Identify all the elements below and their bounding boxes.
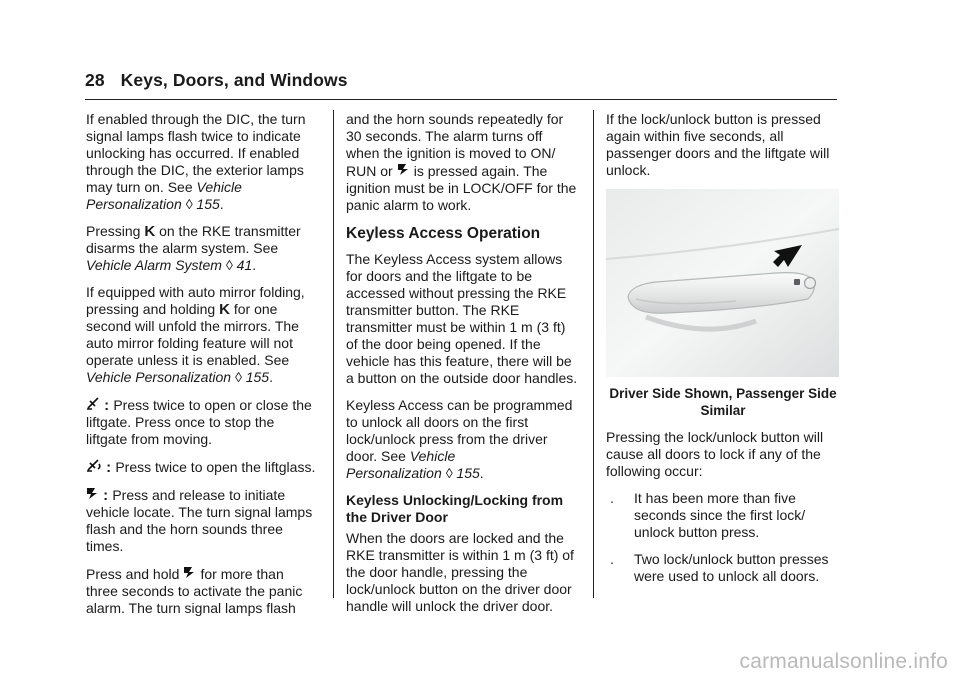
list-item: [606, 490, 840, 541]
page-number: 28: [85, 70, 105, 90]
bullet-mark: .: [610, 490, 614, 506]
paragraph-disarm: Pressing K on the RKE transmitter disarms the alarm system. See Vehicle Alarm System ◊ 41.: [86, 223, 301, 273]
column-3: [606, 111, 840, 595]
door-handle-photo: [606, 189, 839, 377]
page-ref: ◊ 155: [181, 196, 220, 212]
watermark: carmanualsonline.info: [739, 650, 948, 673]
list-item-text: It has been more than five seconds since the first lock/ unlock button press.: [634, 490, 806, 540]
link-vehicle-personalization[interactable]: Vehicle Personalization: [346, 448, 456, 481]
liftgate-icon: [86, 396, 100, 410]
page-ref: ◊ 155: [441, 465, 480, 481]
column-divider: [593, 110, 594, 598]
vehicle-locate-icon: [86, 486, 99, 500]
paragraph-dic-unlock: If enabled through the DIC, the turn signal lamps flash twice to indicate unlocking has occurred. If enabled through the DIC, the exterior lamps may turn on. See Vehicle Personalization ◊ 155.: [86, 111, 306, 212]
paragraph-liftgate: : Press twice to open or close the liftgate. Press once to stop the liftgate from moving.: [86, 397, 312, 447]
liftgate-icon: [86, 397, 104, 414]
paragraph-liftglass: : Press twice to open the liftglass.: [86, 458, 318, 476]
paragraph-driver-door-unlock: When the doors are locked and the RKE transmitter is within 1 m (3 ft) of the door handle, pressing the lock/unlock button on the driver door handle will unlock the driver door.: [346, 530, 574, 614]
paragraph-passenger-unlock: If the lock/unlock button is pressed again within five seconds, all passenger doors and the liftgate will unlock.: [606, 111, 830, 178]
paragraph-panic-alarm: Press and hold for more than three seconds to activate the panic alarm. The turn signal lamps flash: [86, 566, 303, 616]
column-1: [86, 111, 318, 627]
paragraph-vehicle-locate: : Press and release to initiate vehicle locate. The turn signal lamps flash and the horn sounds three times.: [86, 487, 313, 554]
liftglass-icon: [86, 459, 106, 476]
subsection-heading: Keyless Unlocking/Locking from the Driver Door: [346, 492, 564, 525]
column-divider: [333, 110, 334, 598]
vehicle-locate-icon: [397, 163, 414, 180]
paragraph-mirror-folding: If equipped with auto mirror folding, pressing and holding K for one second will unfold the mirrors. The auto mirror folding feature will not operate unless it is enabled. See Vehicle Personalization ◊ 155.: [86, 284, 305, 385]
figure-caption: Driver Side Shown, Passenger Side Similar: [609, 386, 837, 418]
vehicle-locate-icon: [183, 566, 200, 583]
column-2: [346, 111, 578, 625]
link-vehicle-personalization[interactable]: Vehicle Personalization: [86, 179, 242, 212]
link-vehicle-alarm-system[interactable]: Vehicle Alarm System: [86, 257, 222, 273]
page-header: [85, 70, 348, 91]
paragraph-lock-conditions: Pressing the lock/unlock button will cause all doors to lock if any of the following occur:: [606, 429, 824, 479]
list-item: [606, 551, 840, 585]
section-heading: Keyless Access Operation: [346, 225, 541, 242]
page-ref: ◊ 155: [231, 369, 270, 385]
vehicle-locate-icon: [86, 487, 103, 504]
page-title: Keys, Doors, and Windows: [120, 70, 348, 90]
link-vehicle-personalization[interactable]: Vehicle Personalization: [86, 369, 232, 385]
paragraph-keyless-programming: Keyless Access can be programmed to unlock all doors on the first lock/unlock press from the driver door. See Vehicle Personalization ◊ 155.: [346, 397, 573, 481]
header-rule: [85, 99, 837, 100]
paragraph-keyless-access: The Keyless Access system allows for doors and the liftgate to be accessed without pressing the RKE transmitter button. The RKE transmitter must be within 1 m (3 ft) of the door being opened. If the vehicle has this feature, there will be a button on the outside door handles.: [346, 251, 578, 386]
unlock-key-icon: K: [144, 223, 156, 240]
bullet-mark: .: [610, 551, 614, 567]
vehicle-locate-icon: [183, 565, 196, 579]
paragraph-alarm-continued: and the horn sounds repeatedly for 30 seconds. The alarm turns off when the ignition is moved to ON/ RUN or is pressed again. The ignition must be in LOCK/OFF for the panic alarm to work.: [346, 111, 577, 213]
list-item-text: Two lock/unlock button presses were used to unlock all doors.: [634, 551, 829, 584]
liftglass-icon: [86, 458, 102, 472]
door-handle-illustration: [606, 189, 839, 377]
unlock-key-icon: K: [219, 301, 230, 318]
page-ref: ◊ 41: [221, 257, 253, 273]
vehicle-locate-icon: [397, 162, 410, 176]
